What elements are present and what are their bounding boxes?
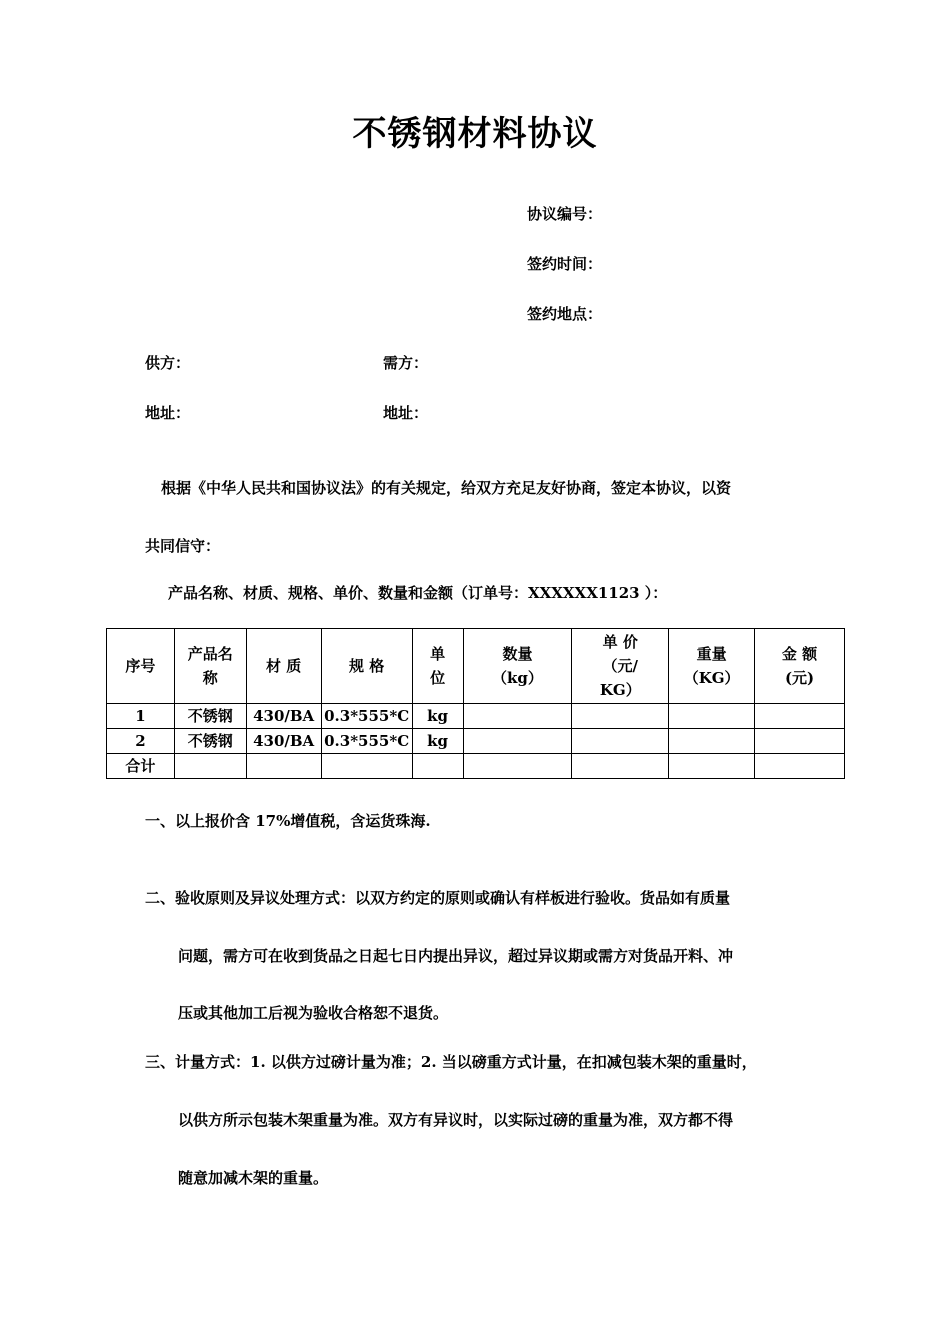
cell-unit-price <box>572 729 669 754</box>
table-row <box>107 729 845 754</box>
signing-time-label: 签约时间： <box>527 255 603 273</box>
cell-quantity <box>463 704 572 729</box>
cell-spec: 0.3*555*C <box>321 729 412 754</box>
product-table <box>106 628 845 779</box>
header-spec: 规 格 <box>321 629 412 704</box>
cell-material <box>246 754 321 779</box>
cell-product-name: 不锈钢 <box>174 704 246 729</box>
cell-material: 430/BA <box>246 729 321 754</box>
supplier-label: 供方： <box>145 354 191 372</box>
cell-quantity <box>463 729 572 754</box>
clause-3-line-2: 以供方所示包装木架重量为准。双方有异议时，以实际过磅的重量为准，双方都不得 <box>178 1111 734 1129</box>
buyer-label: 需方： <box>383 354 429 372</box>
cell-amount <box>755 704 845 729</box>
cell-quantity <box>463 754 572 779</box>
clause-3-line-1: 三、计量方式：1. 以供方过磅计量为准；2. 当以磅重方式计量，在扣减包装木架的重量时， <box>145 1053 757 1071</box>
buyer-address-label: 地址： <box>383 404 429 422</box>
product-info-heading: 产品名称、材质、规格、单价、数量和金额（订单号：XXXXXX1123 ）： <box>168 584 668 602</box>
intro-line-2: 共同信守： <box>145 537 221 555</box>
cell-amount <box>755 754 845 779</box>
cell-unit: kg <box>412 704 463 729</box>
cell-amount <box>755 729 845 754</box>
cell-weight <box>669 729 755 754</box>
cell-index: 2 <box>107 729 175 754</box>
cell-product-name <box>174 754 246 779</box>
header-material: 材 质 <box>246 629 321 704</box>
intro-line-1: 根据《中华人民共和国协议法》的有关规定，给双方充足友好协商，签定本协议，以资 <box>161 479 732 497</box>
header-product-name: 产品名 称 <box>174 629 246 704</box>
table-header-row <box>107 629 845 704</box>
cell-spec <box>321 754 412 779</box>
cell-total-label: 合计 <box>107 754 175 779</box>
cell-unit-price <box>572 704 669 729</box>
cell-unit <box>412 754 463 779</box>
agreement-number-label: 协议编号： <box>527 205 603 223</box>
table-row <box>107 704 845 729</box>
cell-weight <box>669 704 755 729</box>
header-unit: 单 位 <box>412 629 463 704</box>
cell-unit-price <box>572 754 669 779</box>
table-total-row <box>107 754 845 779</box>
clause-2-line-3: 压或其他加工后视为验收合格恕不退货。 <box>178 1004 449 1022</box>
supplier-address-label: 地址： <box>145 404 191 422</box>
clause-2-line-1: 二、验收原则及异议处理方式：以双方约定的原则或确认有样板进行验收。货品如有质量 <box>145 889 731 907</box>
clause-2-line-2: 问题，需方可在收到货品之日起七日内提出异议，超过异议期或需方对货品开料、冲 <box>178 947 734 965</box>
clause-3-line-3: 随意加减木架的重量。 <box>178 1169 329 1187</box>
header-amount: 金 额 (元) <box>755 629 845 704</box>
cell-index: 1 <box>107 704 175 729</box>
header-unit-price: 单 价 （元/ KG） <box>572 629 669 704</box>
header-index: 序号 <box>107 629 175 704</box>
clause-1: 一、以上报价含 17%增值税，含运货珠海. <box>145 812 431 830</box>
signing-place-label: 签约地点： <box>527 305 603 323</box>
cell-material: 430/BA <box>246 704 321 729</box>
cell-weight <box>669 754 755 779</box>
document-title: 不锈钢材料协议 <box>352 114 598 154</box>
cell-spec: 0.3*555*C <box>321 704 412 729</box>
header-quantity: 数量 （kg） <box>463 629 572 704</box>
cell-unit: kg <box>412 729 463 754</box>
cell-product-name: 不锈钢 <box>174 729 246 754</box>
header-weight: 重量 （KG） <box>669 629 755 704</box>
